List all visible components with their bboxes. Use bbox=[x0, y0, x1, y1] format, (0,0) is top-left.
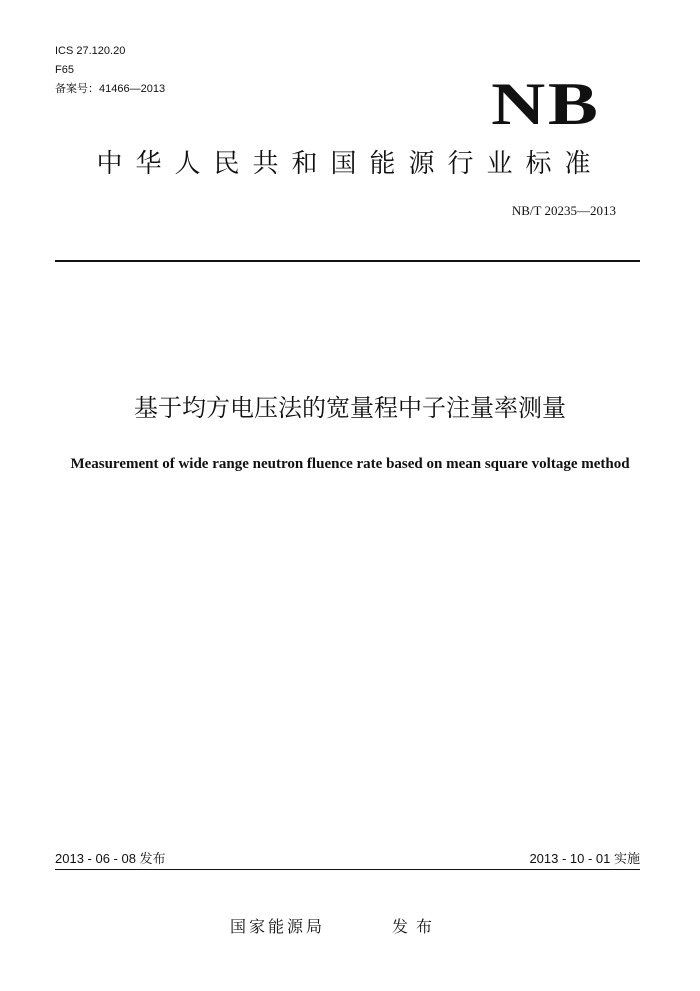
issue-date: 2013 - 06 - 08 发布 bbox=[55, 851, 166, 866]
publish-label: 发布 bbox=[392, 917, 441, 936]
bottom-divider bbox=[55, 869, 640, 870]
standard-number: NB/T 20235—2013 bbox=[511, 203, 616, 218]
implementation-date: 2013 - 10 - 01 实施 bbox=[529, 851, 640, 866]
ics-code: ICS 27.120.20 bbox=[55, 45, 126, 57]
standard-category-title: 中华人民共和国能源行业标准 bbox=[96, 149, 604, 179]
issuing-authority: 国家能源局 bbox=[230, 917, 326, 936]
top-divider bbox=[55, 260, 640, 262]
record-number: 备案号：41466—2013 bbox=[55, 83, 166, 95]
nb-logo: NB bbox=[490, 71, 600, 137]
title-chinese: 基于均方电压法的宽量程中子注量率测量 bbox=[134, 394, 566, 422]
title-english: Measurement of wide range neutron fluence rate based on mean square voltage method bbox=[70, 456, 630, 472]
ccs-code: F65 bbox=[55, 64, 74, 76]
